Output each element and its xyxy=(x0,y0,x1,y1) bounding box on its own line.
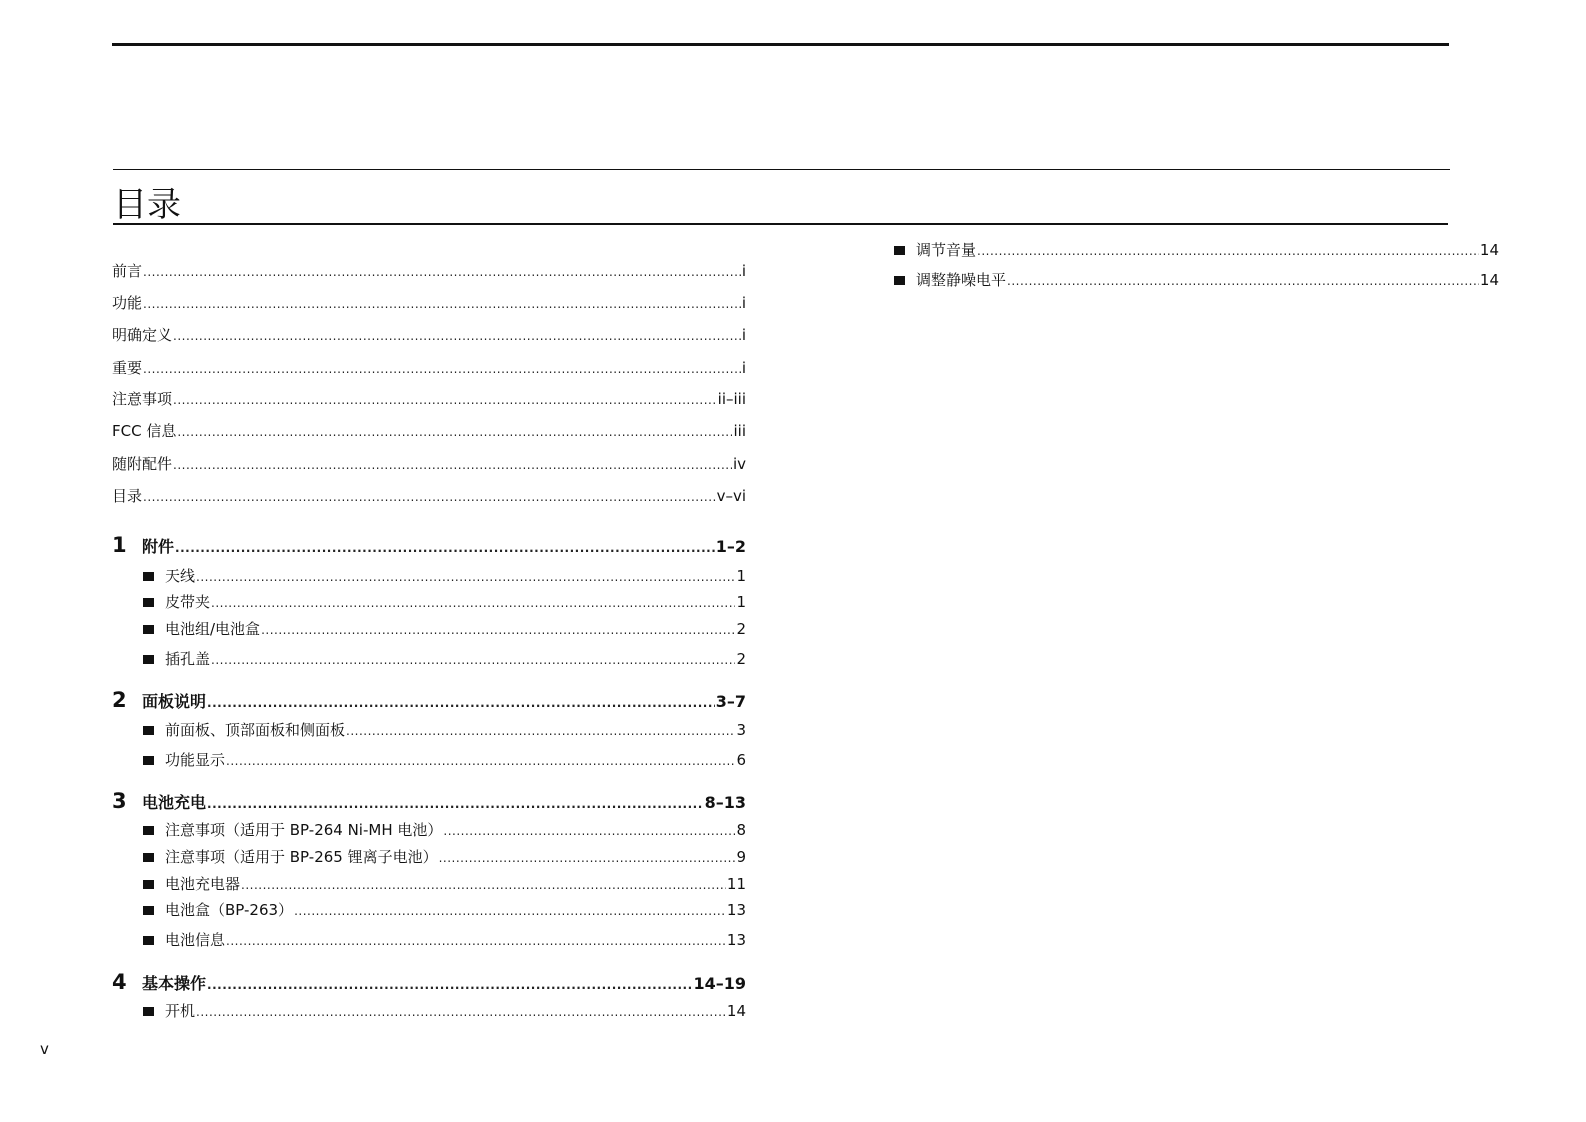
toc-entry-page: ii–iii xyxy=(717,390,746,408)
toc-entry[interactable] xyxy=(112,486,746,507)
toc-entry-label: 明确定义 xyxy=(112,326,173,344)
toc-entry-page: i xyxy=(741,326,746,344)
toc-entry[interactable] xyxy=(112,358,746,379)
square-bullet-icon xyxy=(143,649,165,669)
square-bullet-icon xyxy=(894,270,916,290)
toc-entry-page: v–vi xyxy=(716,487,746,505)
dot-leader xyxy=(211,593,735,613)
toc-entry-page: 13 xyxy=(726,901,746,919)
toc-subentry[interactable] xyxy=(143,592,746,613)
section-label: 基本操作 xyxy=(142,974,207,993)
dot-leader xyxy=(346,721,735,741)
toc-entry-label: 电池充电器 xyxy=(165,875,241,893)
toc-subentry[interactable] xyxy=(143,619,746,640)
square-bullet-icon xyxy=(143,750,165,770)
dot-leader xyxy=(143,359,741,379)
toc-entry-label: 电池盒（BP-263） xyxy=(165,901,294,919)
toc-subentry[interactable] xyxy=(143,900,746,921)
section-number: 2 xyxy=(112,688,127,712)
toc-entry-label: 调节音量 xyxy=(916,241,977,259)
toc-subentry[interactable] xyxy=(143,820,746,841)
toc-subentry[interactable] xyxy=(894,240,1499,261)
toc-entry-label: 注意事项（适用于 BP-264 Ni-MH 电池） xyxy=(165,821,443,839)
toc-entry-page: 3 xyxy=(736,721,746,739)
dot-leader xyxy=(196,1002,726,1022)
dot-leader xyxy=(226,751,735,771)
section-heading[interactable] xyxy=(112,535,746,558)
toc-entry-label: 电池组/电池盒 xyxy=(165,620,261,638)
square-bullet-icon xyxy=(143,874,165,894)
section-heading[interactable] xyxy=(112,690,746,713)
square-bullet-icon xyxy=(143,820,165,840)
toc-entry-page: 6 xyxy=(736,751,746,769)
dot-leader xyxy=(173,455,732,475)
toc-entry-page: i xyxy=(741,294,746,312)
toc-entry-label: 功能 xyxy=(112,294,143,312)
toc-entry-page: 11 xyxy=(726,875,746,893)
top-rule xyxy=(112,43,1449,46)
toc-entry-page: 14 xyxy=(1479,241,1499,259)
section-page: 8–13 xyxy=(704,793,746,812)
toc-entry-label: 插孔盖 xyxy=(165,650,211,668)
section-page: 3–7 xyxy=(715,692,746,711)
dot-leader xyxy=(207,693,715,713)
toc-entry-label: 天线 xyxy=(165,567,196,585)
toc-entry-label: 随附配件 xyxy=(112,455,173,473)
dot-leader xyxy=(443,821,735,841)
toc-entry[interactable] xyxy=(112,261,746,282)
toc-subentry[interactable] xyxy=(143,1001,746,1022)
toc-entry-label: 重要 xyxy=(112,359,143,377)
toc-entry-label: 电池信息 xyxy=(165,931,226,949)
toc-entry[interactable] xyxy=(112,454,746,475)
toc-entry-label: 功能显示 xyxy=(165,751,226,769)
dot-leader xyxy=(977,241,1479,261)
dot-leader xyxy=(211,650,735,670)
dot-leader xyxy=(143,294,741,314)
toc-entry-label: FCC 信息 xyxy=(112,422,177,440)
dot-leader xyxy=(173,326,741,346)
section-label: 电池充电 xyxy=(142,793,207,812)
toc-entry-label: 前面板、顶部面板和侧面板 xyxy=(165,721,346,739)
toc-entry-page: i xyxy=(741,262,746,280)
dot-leader xyxy=(439,848,736,868)
toc-entry-label: 注意事项（适用于 BP-265 锂离子电池） xyxy=(165,848,438,866)
toc-entry[interactable] xyxy=(112,293,746,314)
toc-subentry[interactable] xyxy=(143,847,746,868)
toc-entry-page: iii xyxy=(733,422,746,440)
toc-subentry[interactable] xyxy=(894,270,1499,291)
toc-subentry[interactable] xyxy=(143,874,746,895)
square-bullet-icon xyxy=(143,566,165,586)
toc-entry-label: 目录 xyxy=(112,487,143,505)
toc-entry-label: 开机 xyxy=(165,1002,196,1020)
section-label: 面板说明 xyxy=(142,692,207,711)
toc-entry-page: 2 xyxy=(736,620,746,638)
section-number: 1 xyxy=(112,533,127,557)
dot-leader xyxy=(175,538,715,558)
toc-entry-page: 14 xyxy=(1479,271,1499,289)
square-bullet-icon xyxy=(143,592,165,612)
dot-leader xyxy=(177,422,732,442)
toc-entry-page: 14 xyxy=(726,1002,746,1020)
toc-entry[interactable] xyxy=(112,325,746,346)
dot-leader xyxy=(261,620,735,640)
section-heading[interactable] xyxy=(112,791,746,814)
page-number: v xyxy=(40,1040,49,1058)
page-title: 目录 xyxy=(113,185,181,225)
section-heading[interactable] xyxy=(112,972,746,995)
dot-leader xyxy=(143,262,741,282)
dot-leader xyxy=(196,567,735,587)
toc-entry-label: 注意事项 xyxy=(112,390,173,408)
toc-entry-label: 皮带夹 xyxy=(165,593,211,611)
square-bullet-icon xyxy=(143,847,165,867)
square-bullet-icon xyxy=(143,1001,165,1021)
toc-subentry[interactable] xyxy=(143,649,746,670)
dot-leader xyxy=(241,875,726,895)
title-bottom-rule xyxy=(113,223,1448,225)
dot-leader xyxy=(1007,271,1479,291)
toc-subentry[interactable] xyxy=(143,750,746,771)
dot-leader xyxy=(143,487,716,507)
toc-entry-page: iv xyxy=(732,455,746,473)
section-label: 附件 xyxy=(142,537,175,556)
section-page: 14–19 xyxy=(693,974,746,993)
toc-entry-page: i xyxy=(741,359,746,377)
dot-leader xyxy=(207,975,692,995)
section-number: 4 xyxy=(112,970,127,994)
toc-entry[interactable] xyxy=(112,421,746,442)
toc-entry-page: 9 xyxy=(736,848,746,866)
dot-leader xyxy=(207,794,704,814)
title-top-rule xyxy=(113,169,1450,170)
dot-leader xyxy=(173,390,717,410)
toc-subentry[interactable] xyxy=(143,566,746,587)
square-bullet-icon xyxy=(143,619,165,639)
toc-entry-page: 2 xyxy=(736,650,746,668)
toc-entry-label: 前言 xyxy=(112,262,143,280)
toc-entry-page: 8 xyxy=(736,821,746,839)
toc-entry-page: 13 xyxy=(726,931,746,949)
dot-leader xyxy=(226,931,726,951)
section-number: 3 xyxy=(112,789,127,813)
section-page: 1–2 xyxy=(715,537,746,556)
toc-entry-page: 1 xyxy=(736,567,746,585)
toc-entry-label: 调整静噪电平 xyxy=(916,271,1007,289)
dot-leader xyxy=(294,901,726,921)
square-bullet-icon xyxy=(894,240,916,260)
square-bullet-icon xyxy=(143,930,165,950)
square-bullet-icon xyxy=(143,900,165,920)
toc-entry-page: 1 xyxy=(736,593,746,611)
toc-subentry[interactable] xyxy=(143,930,746,951)
toc-entry[interactable] xyxy=(112,389,746,410)
square-bullet-icon xyxy=(143,720,165,740)
toc-subentry[interactable] xyxy=(143,720,746,741)
